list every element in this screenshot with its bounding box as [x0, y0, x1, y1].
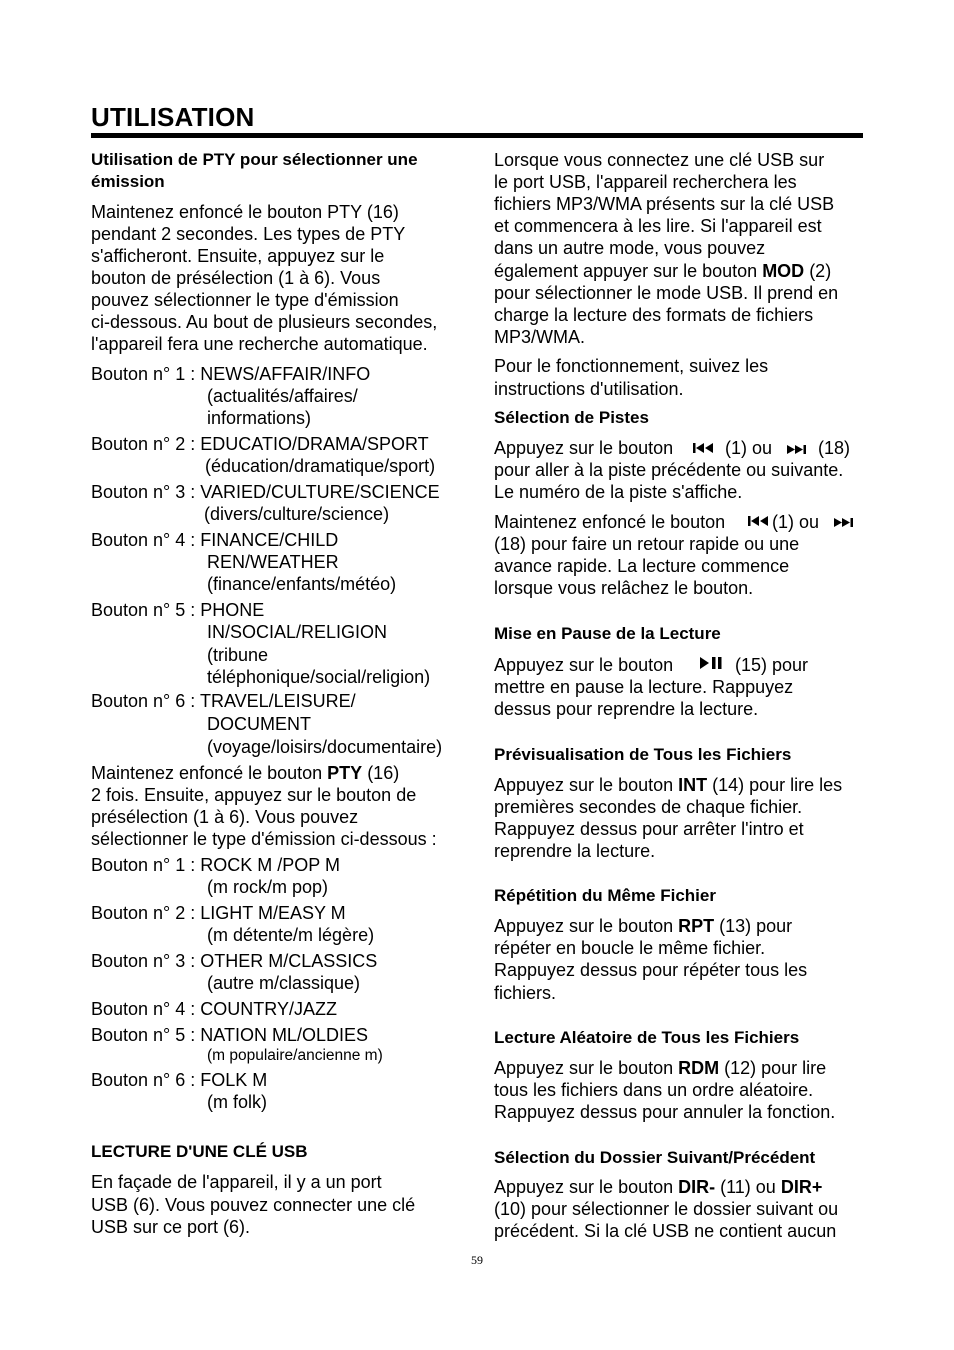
- pty2-text: (16): [362, 763, 400, 783]
- music-button-6: Bouton n° 6 : FOLK M: [91, 1070, 268, 1090]
- tracks-line: pour aller à la piste précédente ou suivante.: [494, 460, 844, 480]
- pause-line: dessus pour reprendre la lecture.: [494, 699, 759, 719]
- dir-line: précédent. Si la clé USB ne contient aucun: [494, 1221, 837, 1241]
- rpt-line: répéter en boucle le même fichier.: [494, 938, 766, 958]
- rdm-line: [494, 1057, 826, 1079]
- pty-button-5: Bouton n° 5 : PHONE: [91, 600, 265, 620]
- int-line: Rappuyez dessus pour arrêter l'intro et: [494, 819, 804, 839]
- pty-button-4: Bouton n° 4 : FINANCE/CHILD: [91, 530, 339, 550]
- rpt-text: (13) pour: [714, 916, 793, 936]
- usb-desc-line: dans un autre mode, vous pouvez: [494, 238, 766, 258]
- music-button-1-desc: (m rock/m pop): [207, 877, 329, 897]
- int-bold: INT: [678, 775, 708, 795]
- mod-text: (2): [804, 261, 832, 281]
- pty-button-6-desc: DOCUMENT: [207, 714, 311, 734]
- pause-line: mettre en pause la lecture. Rappuyez: [494, 677, 794, 697]
- music-button-6-desc: (m folk): [207, 1092, 267, 1112]
- ff-line: lorsque vous relâchez le bouton.: [494, 578, 754, 598]
- pty-heading-line2: émission: [91, 172, 165, 191]
- pty-intro-line: s'afficheront. Ensuite, appuyez sur le: [91, 246, 385, 266]
- int-text: (14) pour lire les: [707, 775, 843, 795]
- play-pause-icon: [700, 656, 724, 670]
- music-button-2: Bouton n° 2 : LIGHT M/EASY M: [91, 903, 346, 923]
- usb-heading: LECTURE D'UNE CLÉ USB: [91, 1142, 308, 1161]
- usb-desc-line: et commencera à les lire. Si l'appareil est: [494, 216, 822, 236]
- ff-line: Maintenez enfoncé le bouton: [494, 512, 726, 532]
- tracks-line: Appuyez sur le bouton: [494, 438, 674, 458]
- follow-line: Pour le fonctionnement, suivez les: [494, 356, 769, 376]
- pty-button-6: Bouton n° 6 : TRAVEL/LEISURE/: [91, 691, 356, 711]
- usb-desc-line: fichiers MP3/WMA présents sur la clé USB: [494, 194, 835, 214]
- pty2-line: sélectionner le type d'émission ci-dessous :: [91, 829, 437, 849]
- pty-button-1: Bouton n° 1 : NEWS/AFFAIR/INFO: [91, 364, 371, 384]
- pty2-bold: PTY: [327, 763, 363, 783]
- pty-button-1-desc: (actualités/affaires/: [207, 386, 358, 406]
- dir-bold: DIR-: [678, 1177, 716, 1197]
- rdm-bold: RDM: [678, 1058, 720, 1078]
- music-button-5: Bouton n° 5 : NATION ML/OLDIES: [91, 1025, 368, 1045]
- pty-button-4-desc: (finance/enfants/météo): [207, 574, 397, 594]
- previous-track-icon: [693, 442, 717, 454]
- tracks-line: Le numéro de la piste s'affiche.: [494, 482, 743, 502]
- next-track-icon: [787, 444, 809, 455]
- dir-bold: DIR+: [780, 1177, 823, 1197]
- title-rule: [91, 133, 863, 138]
- pty-intro-line: ci-dessous. Au bout de plusieurs secondes,: [91, 312, 438, 332]
- music-button-3-desc: (autre m/classique): [207, 973, 361, 993]
- music-button-2-desc: (m détente/m légère): [207, 925, 375, 945]
- music-button-5-desc: (m populaire/ancienne m): [207, 1047, 383, 1064]
- usb-desc-line: le port USB, l'appareil recherchera les: [494, 172, 797, 192]
- rdm-text: (12) pour lire: [719, 1058, 827, 1078]
- int-heading: Prévisualisation de Tous les Fichiers: [494, 745, 792, 764]
- tracks-line: (1) ou: [725, 438, 773, 458]
- page-title: UTILISATION: [91, 102, 255, 132]
- rpt-text: Appuyez sur le bouton: [494, 916, 679, 936]
- page-number: 59: [471, 1253, 483, 1267]
- next-track-icon: [834, 517, 856, 528]
- pty-button-5-desc: IN/SOCIAL/RELIGION: [207, 622, 388, 642]
- pty-button-4-desc: REN/WEATHER: [207, 552, 339, 572]
- pty-button-5-desc: téléphonique/social/religion): [207, 667, 431, 687]
- rdm-line: tous les fichiers dans un ordre aléatoire.: [494, 1080, 814, 1100]
- dir-line: (10) pour sélectionner le dossier suivant ou: [494, 1199, 839, 1219]
- pty-button-2: Bouton n° 2 : EDUCATIO/DRAMA/SPORT: [91, 434, 429, 454]
- rpt-line: fichiers.: [494, 983, 557, 1003]
- dir-text: Appuyez sur le bouton: [494, 1177, 679, 1197]
- pause-line: (15) pour: [735, 655, 809, 675]
- pty-intro-line: pouvez sélectionner le type d'émission: [91, 290, 399, 310]
- pty-button-6-desc: (voyage/loisirs/documentaire): [207, 737, 443, 757]
- ff-line: avance rapide. La lecture commence: [494, 556, 790, 576]
- rdm-text: Appuyez sur le bouton: [494, 1058, 679, 1078]
- rpt-heading: Répétition du Même Fichier: [494, 886, 716, 905]
- pty2-text: Maintenez enfoncé le bouton: [91, 763, 328, 783]
- pty2-line: 2 fois. Ensuite, appuyez sur le bouton de: [91, 785, 417, 805]
- pty-intro-line: bouton de présélection (1 à 6). Vous: [91, 268, 381, 288]
- follow-line: instructions d'utilisation.: [494, 379, 684, 399]
- music-button-3: Bouton n° 3 : OTHER M/CLASSICS: [91, 951, 378, 971]
- int-text: Appuyez sur le bouton: [494, 775, 679, 795]
- pty-button-5-desc: (tribune: [207, 645, 269, 665]
- mod-bold: MOD: [762, 261, 805, 281]
- usb-desc-line: MP3/WMA.: [494, 327, 586, 347]
- music-button-4: Bouton n° 4 : COUNTRY/JAZZ: [91, 999, 337, 1019]
- usb-line: USB sur ce port (6).: [91, 1217, 251, 1237]
- rpt-line: Rappuyez dessus pour répéter tous les: [494, 960, 808, 980]
- pty-intro-line: Maintenez enfoncé le bouton PTY (16): [91, 202, 399, 222]
- pty-button-2-desc: (éducation/dramatique/sport): [205, 456, 436, 476]
- pty-heading-line1: Utilisation de PTY pour sélectionner une: [91, 150, 418, 169]
- pty-button-3-desc: (divers/culture/science): [204, 504, 390, 524]
- usb-desc-line: pour sélectionner le mode USB. Il prend en: [494, 283, 839, 303]
- mod-line: [494, 260, 831, 282]
- int-line: premières secondes de chaque fichier.: [494, 797, 803, 817]
- pause-line: Appuyez sur le bouton: [494, 655, 674, 675]
- pty-button-3: Bouton n° 3 : VARIED/CULTURE/SCIENCE: [91, 482, 440, 502]
- rpt-bold: RPT: [678, 916, 715, 936]
- pause-heading: Mise en Pause de la Lecture: [494, 624, 721, 643]
- rdm-line: Rappuyez dessus pour annuler la fonction.: [494, 1102, 836, 1122]
- usb-line: USB (6). Vous pouvez connecter une clé: [91, 1195, 416, 1215]
- usb-desc-line: charge la lecture des formats de fichiers: [494, 305, 814, 325]
- pty2-line: présélection (1 à 6). Vous pouvez: [91, 807, 359, 827]
- usb-desc-line: Lorsque vous connectez une clé USB sur: [494, 150, 825, 170]
- ff-line: (18) pour faire un retour rapide ou une: [494, 534, 800, 554]
- rpt-line: [494, 915, 792, 937]
- int-line: [494, 774, 842, 796]
- dir-text: (11) ou: [715, 1177, 781, 1197]
- tracks-line: (18): [818, 438, 851, 458]
- music-button-1: Bouton n° 1 : ROCK M /POP M: [91, 855, 340, 875]
- ff-line: (1) ou: [772, 512, 820, 532]
- tracks-heading: Sélection de Pistes: [494, 408, 649, 427]
- mod-text: également appuyer sur le bouton: [494, 261, 763, 281]
- pty2-line: [91, 762, 399, 784]
- pty-button-1-desc: informations): [207, 408, 312, 428]
- usb-line: En façade de l'appareil, il y a un port: [91, 1172, 382, 1192]
- dir-heading: Sélection du Dossier Suivant/Précédent: [494, 1148, 816, 1167]
- pty-intro-line: pendant 2 secondes. Les types de PTY: [91, 224, 406, 244]
- previous-track-icon: [748, 515, 772, 527]
- rdm-heading: Lecture Aléatoire de Tous les Fichiers: [494, 1028, 800, 1047]
- int-line: reprendre la lecture.: [494, 841, 656, 861]
- dir-line: [494, 1176, 822, 1198]
- pty-intro-line: l'appareil fera une recherche automatique.: [91, 334, 428, 354]
